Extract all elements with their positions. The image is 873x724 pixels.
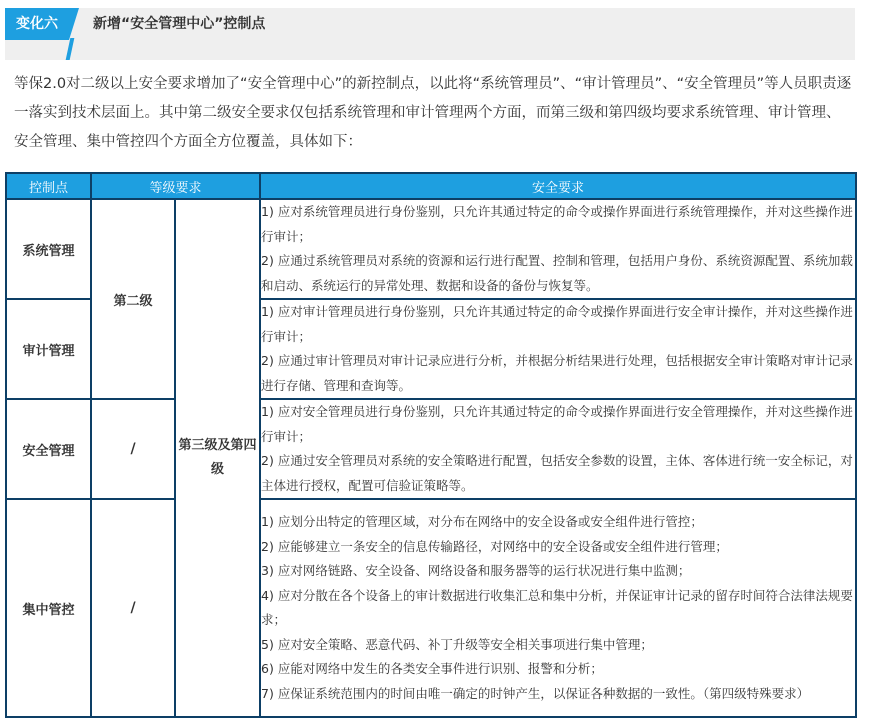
section-title: 新增“安全管理中心”控制点 <box>93 16 266 32</box>
level-cell-none: / <box>91 399 175 499</box>
control-cell: 集中管控 <box>6 499 91 717</box>
requirements-cell <box>260 399 856 499</box>
requirement-item: 4) 应对分散在各个设备上的审计数据进行收集汇总和集中分析，并保证审计记录的留存时间符合法律法规要求； <box>261 587 853 627</box>
requirements-cell <box>260 299 856 399</box>
requirement-item: 5) 应对安全策略、恶意代码、补丁升级等安全相关事项进行集中管理； <box>261 636 653 652</box>
section-banner <box>5 8 855 60</box>
header-control: 控制点 <box>6 173 91 199</box>
requirement-item: 2) 应通过安全管理员对系统的安全策略进行配置，包括安全参数的设置，主体、客体进行统一安全标记，对主体进行授权，配置可信验证策略等。 <box>261 453 853 493</box>
requirement-item: 2) 应通过审计管理员对审计记录应进行分析，并根据分析结果进行处理，包括根据安全审计策略对审计记录进行存储、管理和查询等。 <box>261 353 853 393</box>
requirement-item: 7) 应保证系统范围内的时间由唯一确定的时钟产生，以保证各种数据的一致性。（第四级特殊要求） <box>261 685 810 701</box>
table-row <box>6 199 856 299</box>
requirement-item: 3) 应对网络链路、安全设备、网络设备和服务器等的运行状况进行集中监测； <box>261 563 691 578</box>
requirement-item: 1) 应划分出特定的管理区域，对分布在网络中的安全设备或安全组件进行管控； <box>261 514 703 529</box>
header-requirement: 安全要求 <box>260 173 856 199</box>
table-header-row <box>6 173 856 199</box>
requirement-item: 6) 应能对网络中发生的各类安全事件进行识别、报警和分析； <box>261 661 603 676</box>
table-row <box>6 399 856 499</box>
requirements-table <box>5 172 857 718</box>
badge-tail-decoration <box>69 8 79 40</box>
control-cell: 安全管理 <box>6 399 91 499</box>
requirements-cell <box>260 499 856 717</box>
section-badge: 变化六 <box>5 8 69 40</box>
level-cell-none: / <box>91 499 175 717</box>
intro-paragraph: 等保2.0对二级以上安全要求增加了“安全管理中心”的新控制点，以此将“系统管理员”、“审计管理员”、“安全管理员”等人员职责逐一落实到技术层面上。其中第二级安全要求仅包括系统管理和审计管理两个方面，而第三级和第四级均要求系统管理、审计管理、安全管理、集中管控四个方面全方位覆盖，具体如下： <box>14 76 852 150</box>
header-level: 等级要求 <box>91 173 260 199</box>
requirement-item: 1) 应对安全管理员进行身份鉴别，只允许其通过特定的命令或操作界面进行安全管理操作，并对这些操作进行审计； <box>261 404 853 444</box>
requirement-item: 2) 应能够建立一条安全的信息传输路径，对网络中的安全设备或安全组件进行管理； <box>261 538 728 554</box>
level-cell-level34 <box>175 199 260 717</box>
badge-slash-decoration <box>66 38 75 60</box>
table-row <box>6 499 856 717</box>
control-cell: 系统管理 <box>6 199 91 299</box>
requirement-item: 1) 应对审计管理员进行身份鉴别，只允许其通过特定的命令或操作界面进行安全审计操作，并对这些操作进行审计； <box>261 304 853 344</box>
requirement-item: 2) 应通过系统管理员对系统的资源和运行进行配置、控制和管理，包括用户身份、系统资源配置、系统加载和启动、系统运行的异常处理、数据和设备的备份与恢复等。 <box>261 253 853 293</box>
requirements-cell <box>260 199 856 299</box>
requirement-item: 1) 应对系统管理员进行身份鉴别，只允许其通过特定的命令或操作界面进行系统管理操作，并对这些操作进行审计； <box>261 204 853 244</box>
level34-label: 第三级及第四级 <box>178 438 257 477</box>
control-cell: 审计管理 <box>6 299 91 399</box>
level-cell-level2: 第二级 <box>91 199 175 399</box>
